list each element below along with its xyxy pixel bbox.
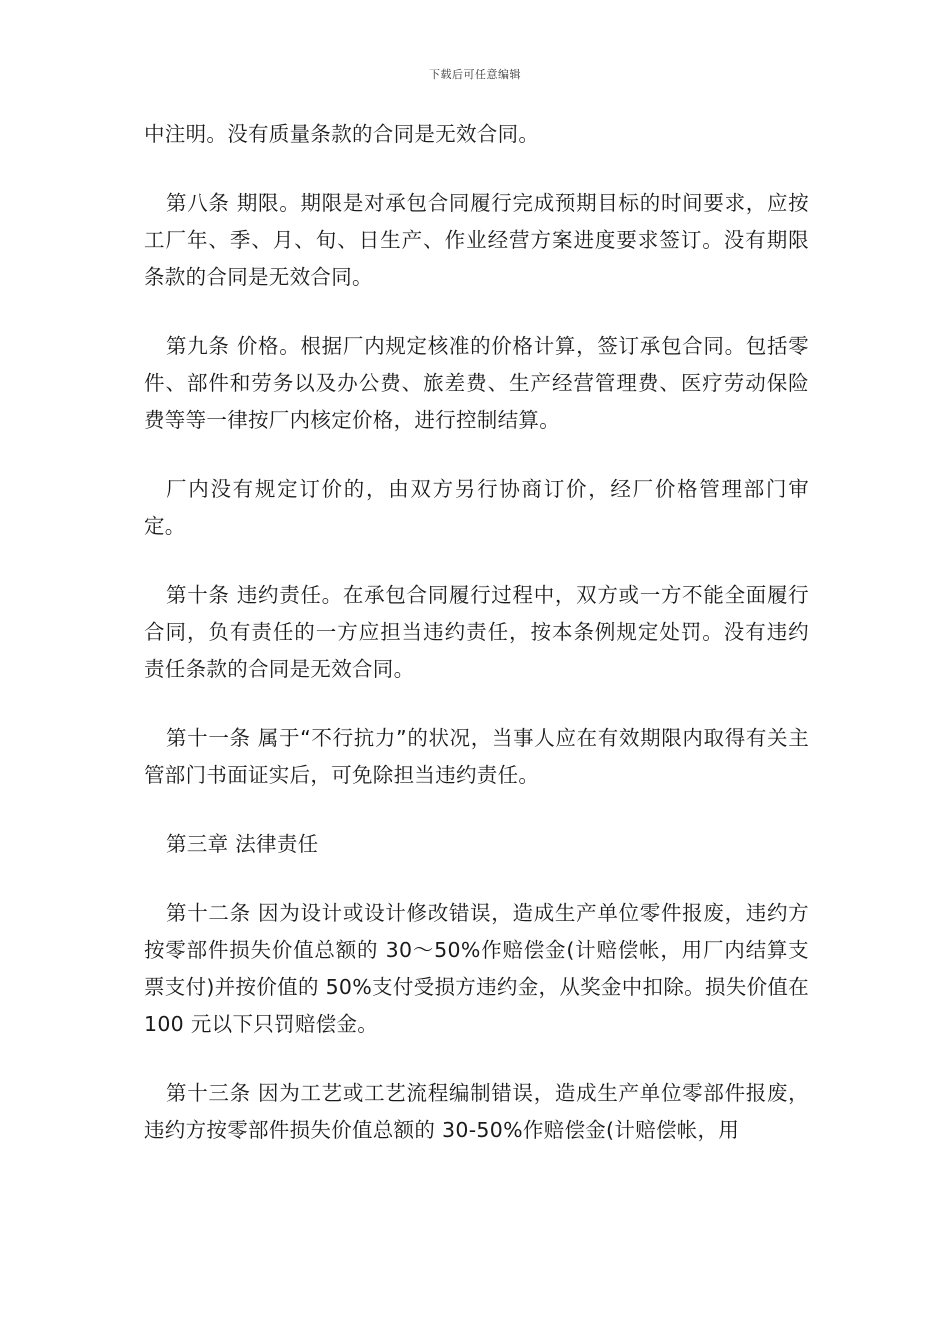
paragraph: 中注明。没有质量条款的合同是无效合同。 bbox=[144, 122, 540, 146]
paragraph-article-10: 第十条 违约责任。在承包合同履行过程中，双方或一方不能全面履行合同，负有责任的一方应担当违约责任，按本条例规定处罚。没有违约责任条款的合同是无效合同。 bbox=[144, 583, 809, 681]
paragraph: 厂内没有规定订价的，由双方另行协商订价，经厂价格管理部门审定。 bbox=[144, 477, 809, 538]
paragraph-article-11: 第十一条 属于“不行抗力”的状况，当事人应在有效期限内取得有关主管部门书面证实后，可免除担当违约责任。 bbox=[144, 726, 809, 787]
paragraph-article-12: 第十二条 因为设计或设计修改错误，造成生产单位零件报废，违约方按零部件损失价值总额的 30～50%作赔偿金(计赔偿帐，用厂内结算支票支付)并按价值的 50%支付受损方违约金，从奖金中扣除。损失价值在 100 元以下只罚赔偿金。 bbox=[144, 901, 809, 1036]
paragraph-article-9: 第九条 价格。根据厂内规定核准的价格计算，签订承包合同。包括零件、部件和劳务以及办公费、旅差费、生产经营管理费、医疗劳动保险费等等一律按厂内核定价格，进行控制结算。 bbox=[144, 334, 809, 432]
chapter-heading: 第三章 法律责任 bbox=[166, 832, 319, 856]
header-note: 下载后可任意编辑 bbox=[429, 68, 521, 81]
paragraph-article-8: 第八条 期限。期限是对承包合同履行完成预期目标的时间要求，应按工厂年、季、月、旬、日生产、作业经营方案进度要求签订。没有期限条款的合同是无效合同。 bbox=[144, 191, 809, 289]
paragraph-article-13: 第十三条 因为工艺或工艺流程编制错误，造成生产单位零部件报废，违约方按零部件损失价值总额的 30-50%作赔偿金(计赔偿帐，用 bbox=[144, 1081, 809, 1142]
document-body bbox=[144, 116, 809, 1181]
